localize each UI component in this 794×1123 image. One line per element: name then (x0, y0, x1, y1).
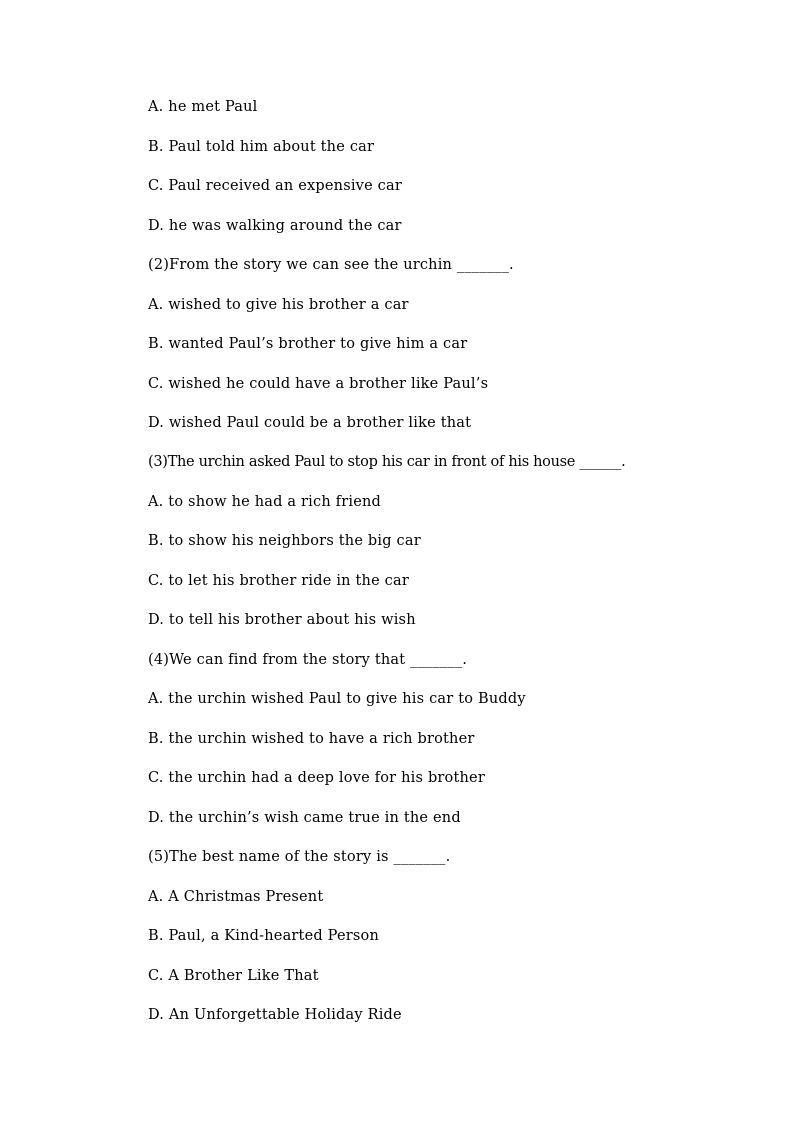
q3-stem: (3)The urchin asked Paul to stop his car in front of his house ______. (148, 454, 626, 470)
q2-option-a: A. wished to give his brother a car (148, 297, 409, 313)
q2-option-d: D. wished Paul could be a brother like that (148, 415, 472, 431)
q2-option-b: B. wanted Paul’s brother to give him a car (148, 336, 468, 352)
q1-option-c: C. Paul received an expensive car (148, 178, 402, 194)
q2-stem: (2)From the story we can see the urchin _______. (148, 257, 514, 273)
q1-option-b: B. Paul told him about the car (148, 139, 375, 155)
q4-option-a: A. the urchin wished Paul to give his car to Buddy (148, 691, 526, 707)
q3-option-c: C. to let his brother ride in the car (148, 573, 409, 589)
q3-option-d: D. to tell his brother about his wish (148, 612, 416, 628)
q2-option-c: C. wished he could have a brother like Paul’s (148, 376, 489, 392)
q1-option-d: D. he was walking around the car (148, 218, 402, 234)
q1-option-a: A. he met Paul (148, 99, 258, 115)
q3-option-a: A. to show he had a rich friend (148, 494, 382, 510)
q5-option-b: B. Paul, a Kind-hearted Person (148, 928, 379, 944)
q5-option-d: D. An Unforgettable Holiday Ride (148, 1007, 402, 1023)
q4-stem: (4)We can find from the story that _______. (148, 652, 468, 668)
q4-option-d: D. the urchin’s wish came true in the end (148, 810, 461, 826)
q4-option-c: C. the urchin had a deep love for his brother (148, 770, 485, 786)
q5-option-c: C. A Brother Like That (148, 968, 319, 984)
q4-option-b: B. the urchin wished to have a rich brother (148, 731, 475, 747)
q5-option-a: A. A Christmas Present (148, 889, 324, 905)
q5-stem: (5)The best name of the story is _______. (148, 849, 451, 865)
q3-option-b: B. to show his neighbors the big car (148, 533, 421, 549)
